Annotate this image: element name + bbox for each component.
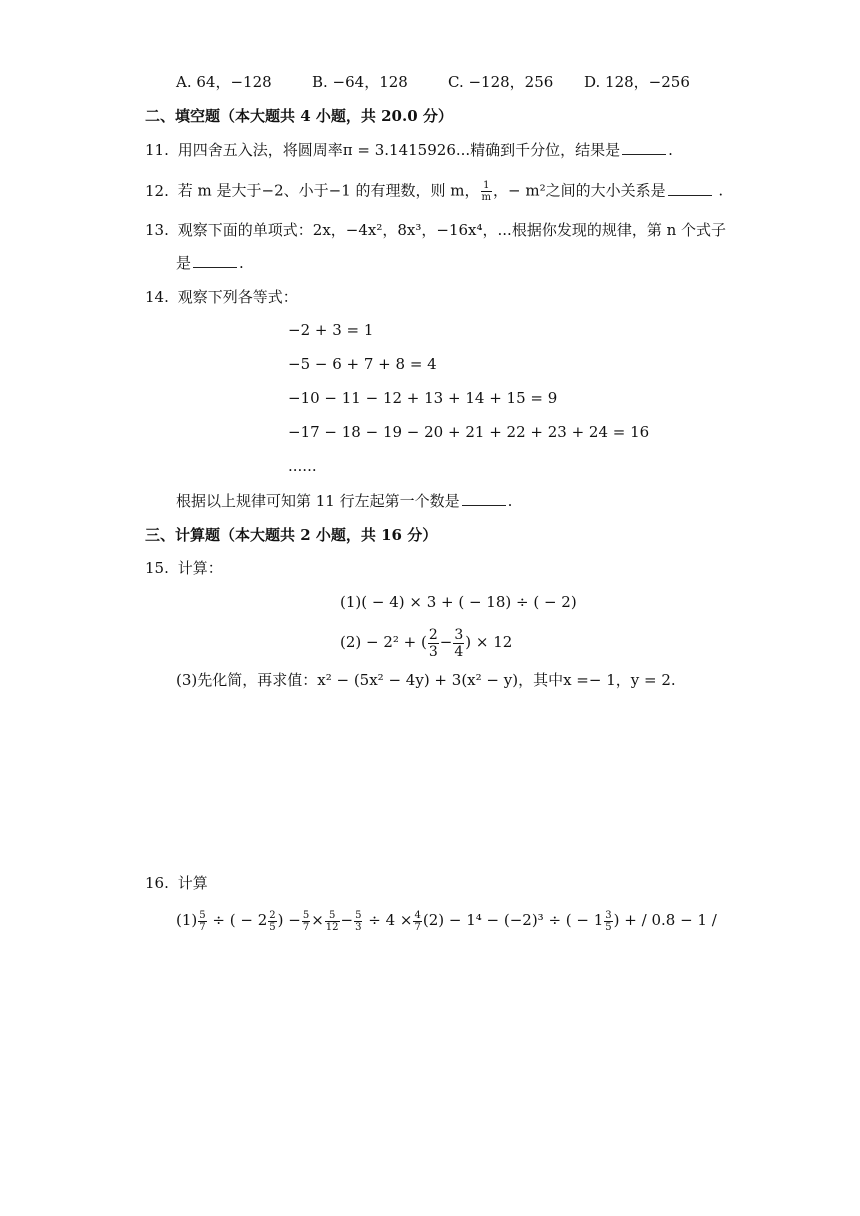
- answer-blank[interactable]: [462, 491, 506, 506]
- option-c: C. −128，256: [448, 73, 554, 91]
- fraction: $\frac{5}{3}$: [355, 909, 362, 933]
- question-text: 观察下面的单项式：2x，−4x²，8x³，−16x⁴，...根据你发现的规律，第 n 个式子: [177, 221, 727, 239]
- equation-1: −2 + 3 = 1: [288, 321, 374, 339]
- question-13-cont: [176, 253, 244, 273]
- fraction: $\frac{2}{3}$: [428, 626, 438, 660]
- section-3-title: 三、计算题（本大题共 2 小题，共 16 分）: [145, 526, 438, 544]
- question-text: 根据以上规律可知第 11 行左起第一个数是: [176, 492, 460, 510]
- fraction: $\frac{2}{5}$: [269, 909, 276, 933]
- q16-expression: (1) $\frac{5}{7}$ ÷ ( − 2 $\frac{2}{5}$ ) − $\frac{5}{7}$ × $\frac{5}{12}$ − $\frac{5}{3}$ ÷ 4 × $\frac{4}{7}$ (2) − 1⁴ − (−2)³ ÷ ( − 1 $\frac{3}{5}$ ) + / 0.8 − 1 /: [176, 909, 717, 933]
- question-end: .: [668, 141, 673, 159]
- fraction: $\frac{5}{7}$: [199, 909, 206, 933]
- question-number: 11.: [145, 141, 169, 159]
- question-text: 是: [176, 254, 192, 272]
- question-16: [145, 873, 208, 893]
- question-text: 计算: [177, 874, 208, 892]
- fraction: $\frac{5}{12}$: [325, 909, 339, 933]
- question-number: 16.: [145, 874, 169, 892]
- question-13: [145, 220, 726, 240]
- question-text: 观察下列各等式：: [177, 288, 298, 306]
- question-15: [145, 558, 223, 578]
- q15-part-1: (1)( − 4) × 3 + ( − 18) ÷ ( − 2): [340, 593, 577, 611]
- question-text: 计算：: [177, 559, 223, 577]
- answer-blank[interactable]: [668, 181, 712, 196]
- q15-part-2: (2) − 2² + ( $\frac{2}{3}$ − $\frac{3}{4}$ ) × 12: [340, 626, 513, 660]
- question-12: [145, 180, 723, 203]
- equation-3: −10 − 11 − 12 + 13 + 14 + 15 = 9: [288, 389, 558, 407]
- answer-blank[interactable]: [622, 140, 666, 155]
- question-number: 15.: [145, 559, 169, 577]
- option-a: A. 64，−128: [176, 73, 272, 91]
- question-number: 13.: [145, 221, 169, 239]
- question-11: [145, 140, 673, 160]
- fraction: $\frac{3}{4}$: [454, 626, 464, 660]
- fraction: $\frac{1}{m}$: [481, 180, 492, 203]
- answer-blank[interactable]: [193, 253, 237, 268]
- equation-2: −5 − 6 + 7 + 8 = 4: [288, 355, 437, 373]
- question-14: [145, 287, 298, 307]
- fraction: $\frac{5}{7}$: [302, 909, 310, 933]
- question-end: .: [239, 254, 244, 272]
- question-end: .: [718, 181, 724, 200]
- question-number: 12.: [145, 181, 169, 200]
- question-end: .: [507, 492, 513, 510]
- equation-ellipsis: ......: [288, 457, 317, 475]
- option-b: B. −64，128: [312, 73, 408, 91]
- section-2-title: 二、填空题（本大题共 4 小题，共 20.0 分）: [145, 107, 453, 125]
- question-14-conclusion: [176, 491, 512, 511]
- equation-4: −17 − 18 − 19 − 20 + 21 + 22 + 23 + 24 = 16: [288, 423, 650, 441]
- question-text: 用四舍五入法，将圆周率π = 3.1415926...精确到千分位，结果是: [177, 141, 621, 159]
- fraction: $\frac{4}{7}$: [414, 909, 421, 933]
- q15-part-3: (3)先化简，再求值：x² − (5x² − 4y) + 3(x² − y)，其中x =− 1，y = 2.: [176, 671, 676, 689]
- question-text: 若 m 是大于−2、小于−1 的有理数，则 m，: [177, 181, 480, 200]
- option-d: D. 128，−256: [584, 73, 690, 91]
- question-text-cont: ，− m²之间的大小关系是: [493, 181, 666, 200]
- fraction: $\frac{3}{5}$: [605, 909, 612, 933]
- question-number: 14.: [145, 288, 169, 306]
